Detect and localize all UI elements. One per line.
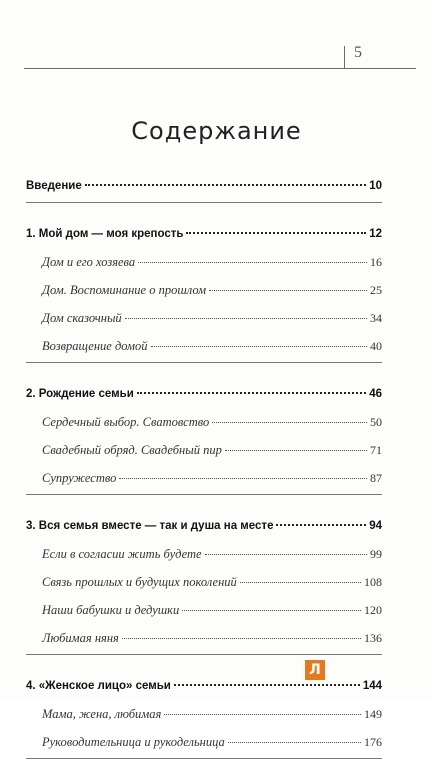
toc-subsection-entry[interactable] bbox=[26, 598, 382, 622]
dot-leader bbox=[174, 684, 360, 686]
toc-chapter-entry-label: 3. Вся семья вместе — так и душа на месте bbox=[26, 520, 274, 532]
toc-subsection-entry-page-number: 71 bbox=[370, 443, 382, 457]
dot-leader bbox=[205, 554, 367, 555]
toc-subsection-entry-label: Любимая няня bbox=[42, 631, 119, 645]
toc-subsection-entry-label: Супружество bbox=[42, 471, 117, 485]
dot-leader bbox=[240, 582, 361, 583]
dot-leader bbox=[186, 232, 366, 234]
section-divider bbox=[26, 362, 382, 363]
toc-subsection-entry[interactable] bbox=[26, 438, 382, 462]
toc-section bbox=[26, 674, 382, 759]
section-divider bbox=[26, 202, 382, 203]
toc-subsection-entry-page-number: 176 bbox=[364, 735, 382, 749]
toc-subsection-entry[interactable] bbox=[26, 542, 382, 566]
toc-subsection-entry[interactable] bbox=[26, 626, 382, 650]
toc-subsection-entry[interactable] bbox=[26, 250, 382, 274]
toc-subsection-entry-page-number: 87 bbox=[370, 471, 382, 485]
toc-subsection-entry-label: Свадебный обряд. Свадебный пир bbox=[42, 443, 222, 457]
dot-leader bbox=[164, 714, 361, 715]
dot-leader bbox=[125, 318, 367, 319]
toc-subsection-entry-page-number: 99 bbox=[370, 547, 382, 561]
toc-chapter-entry-label: 2. Рождение семьи bbox=[26, 388, 134, 400]
toc-subsection-entry-page-number: 40 bbox=[370, 339, 382, 353]
header-rule bbox=[24, 68, 416, 69]
toc-subsection-entry[interactable] bbox=[26, 730, 382, 754]
dot-leader bbox=[212, 422, 367, 423]
toc-chapter-entry[interactable] bbox=[26, 674, 382, 698]
section-divider bbox=[26, 654, 382, 655]
toc-section bbox=[26, 382, 382, 495]
toc-chapter-entry-page-number: 46 bbox=[369, 388, 382, 400]
toc-chapter-entry[interactable] bbox=[26, 222, 382, 246]
toc-subsection-entry[interactable] bbox=[26, 702, 382, 726]
dot-leader bbox=[225, 450, 367, 451]
toc-subsection-entry[interactable] bbox=[26, 410, 382, 434]
toc-subsection-entry-label: Мама, жена, любимая bbox=[42, 707, 162, 721]
dot-leader bbox=[209, 290, 367, 291]
toc-subsection-entry-page-number: 50 bbox=[370, 415, 382, 429]
toc-chapter-entry-label: Введение bbox=[26, 180, 82, 192]
table-of-contents bbox=[26, 174, 382, 778]
toc-chapter-entry[interactable] bbox=[26, 514, 382, 538]
section-divider bbox=[26, 494, 382, 495]
dot-leader bbox=[138, 262, 367, 263]
dot-leader bbox=[122, 638, 361, 639]
toc-subsection-entry-label: Руководительница и рукодельница bbox=[42, 735, 225, 749]
toc-section bbox=[26, 174, 382, 203]
toc-chapter-entry-label: 1. Мой дом — моя крепость bbox=[26, 228, 184, 240]
toc-subsection-entry-page-number: 16 bbox=[370, 255, 382, 269]
toc-subsection-entry-label: Связь прошлых и будущих поколений bbox=[42, 575, 237, 589]
toc-subsection-entry-label: Дом. Воспоминание о прошлом bbox=[42, 283, 207, 297]
toc-subsection-entry-label: Сердечный выбор. Сватовство bbox=[42, 415, 210, 429]
dot-leader bbox=[85, 184, 366, 186]
publisher-logo-icon: Л bbox=[305, 660, 325, 680]
toc-chapter-entry[interactable] bbox=[26, 174, 382, 198]
toc-chapter-entry-page-number: 12 bbox=[369, 228, 382, 240]
dot-leader bbox=[119, 478, 367, 479]
toc-subsection-entry[interactable] bbox=[26, 466, 382, 490]
dot-leader bbox=[276, 524, 366, 526]
dot-leader bbox=[182, 610, 361, 611]
toc-subsection-entry-page-number: 108 bbox=[364, 575, 382, 589]
toc-subsection-entry[interactable] bbox=[26, 570, 382, 594]
toc-chapter-entry-page-number: 144 bbox=[362, 680, 382, 692]
section-divider bbox=[26, 758, 382, 759]
toc-subsection-entry[interactable] bbox=[26, 334, 382, 358]
page-number: 5 bbox=[354, 44, 362, 61]
toc-subsection-entry-label: Возвращение домой bbox=[42, 339, 148, 353]
toc-chapter-entry[interactable] bbox=[26, 382, 382, 406]
toc-subsection-entry[interactable] bbox=[26, 306, 382, 330]
toc-subsection-entry-label: Дом и его хозяева bbox=[42, 255, 136, 269]
page-title: Содержание bbox=[131, 117, 302, 145]
toc-subsection-entry[interactable] bbox=[26, 278, 382, 302]
toc-subsection-entry-page-number: 136 bbox=[364, 631, 382, 645]
toc-subsection-entry-page-number: 34 bbox=[370, 311, 382, 325]
toc-subsection-entry-label: Наши бабушки и дедушки bbox=[42, 603, 180, 617]
toc-chapter-entry-page-number: 10 bbox=[369, 180, 382, 192]
dot-leader bbox=[137, 392, 366, 394]
header-divider-tick bbox=[344, 46, 345, 69]
toc-chapter-entry-page-number: 94 bbox=[369, 520, 382, 532]
toc-section bbox=[26, 514, 382, 655]
toc-chapter-entry-label: 4. «Женское лицо» семьи bbox=[26, 680, 171, 692]
toc-subsection-entry-page-number: 120 bbox=[364, 603, 382, 617]
dot-leader bbox=[228, 742, 361, 743]
toc-section bbox=[26, 222, 382, 363]
toc-subsection-entry-page-number: 149 bbox=[364, 707, 382, 721]
toc-subsection-entry-label: Если в согласии жить будете bbox=[42, 547, 202, 561]
toc-subsection-entry-page-number: 25 bbox=[370, 283, 382, 297]
toc-subsection-entry-label: Дом сказочный bbox=[42, 311, 122, 325]
dot-leader bbox=[151, 346, 367, 347]
